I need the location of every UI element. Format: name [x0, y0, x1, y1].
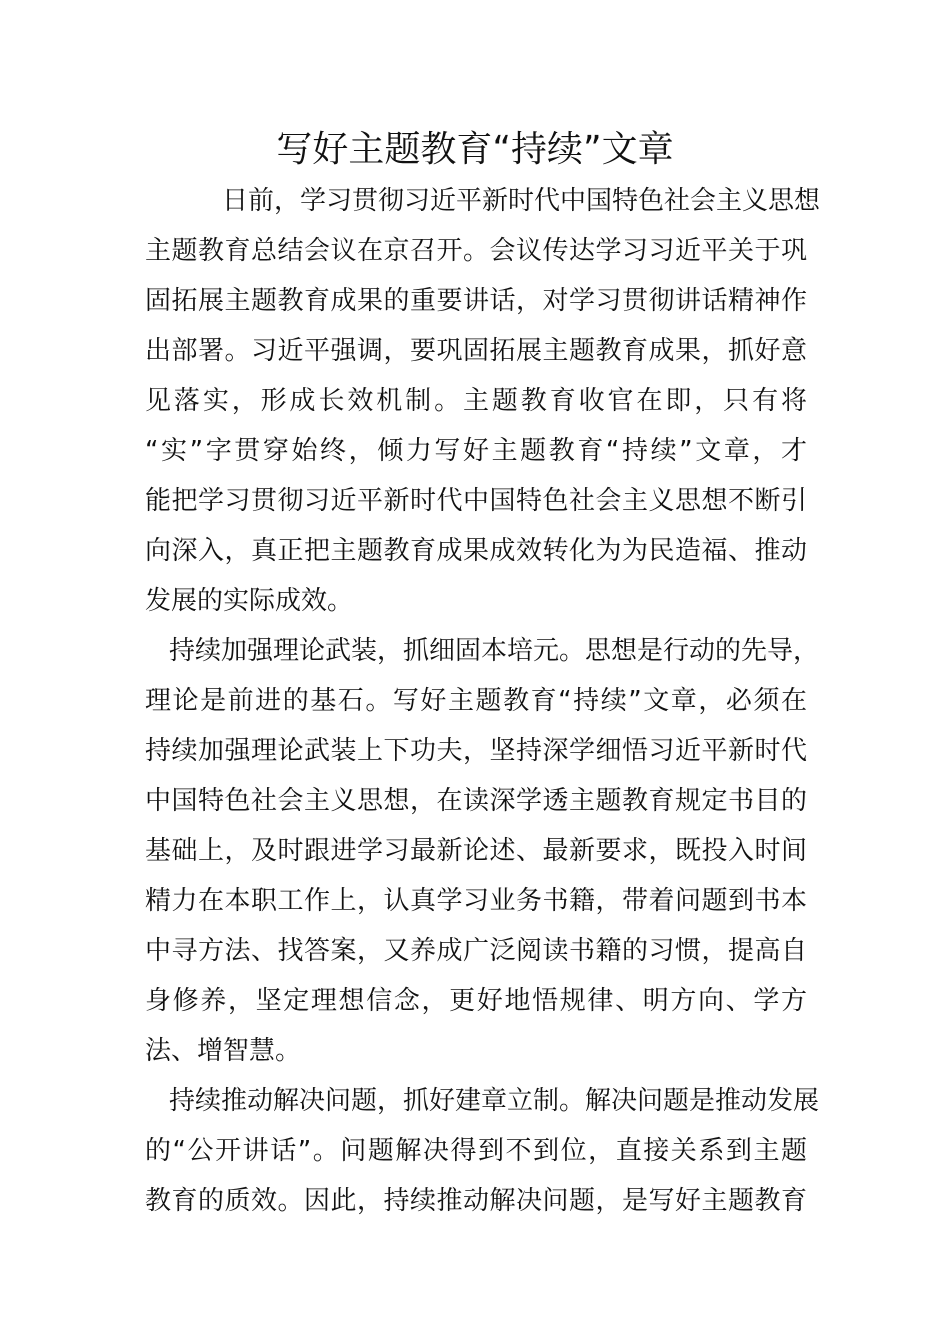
- paragraph-line: 的“公开讲话”。问题解决得到不到位，直接关系到主题: [145, 1136, 807, 1166]
- paragraph-line: 理论是前进的基石。写好主题教育“持续”文章，必须在: [145, 686, 807, 716]
- paragraph-line: 基础上，及时跟进学习最新论述、最新要求，既投入时间: [145, 836, 807, 866]
- paragraph-line: 身修养，坚定理想信念，更好地悟规律、明方向、学方: [145, 986, 807, 1016]
- paragraph-2: [145, 626, 820, 1076]
- paragraph-line: 精力在本职工作上，认真学习业务书籍，带着问题到书本: [145, 886, 807, 916]
- paragraph-line: “实”字贯穿始终，倾力写好主题教育“持续”文章，才: [145, 436, 807, 466]
- paragraph-line: 出部署。习近平强调，要巩固拓展主题教育成果，抓好意: [145, 336, 807, 366]
- paragraph-3: [145, 1076, 820, 1226]
- paragraph-line: 持续加强理论武装上下功夫，坚持深学细悟习近平新时代: [145, 736, 807, 766]
- paragraph-line: 见落实，形成长效机制。主题教育收官在即，只有将: [145, 386, 807, 416]
- paragraph-line: 中寻方法、找答案，又养成广泛阅读书籍的习惯，提高自: [145, 936, 807, 966]
- paragraph-line: 发展的实际成效。: [145, 586, 354, 616]
- paragraph-line: 法、增智慧。: [145, 1036, 302, 1066]
- paragraph-1: [145, 176, 821, 626]
- paragraph-line: 主题教育总结会议在京召开。会议传达学习习近平关于巩: [145, 236, 807, 266]
- paragraph-line: 教育的质效。因此，持续推动解决问题，是写好主题教育: [145, 1186, 807, 1216]
- paragraph-line: 向深入，真正把主题教育成果成效转化为为民造福、推动: [145, 536, 807, 566]
- paragraph-line: 日前，学习贯彻习近平新时代中国特色社会主义思想: [222, 186, 821, 216]
- paragraph-line: 固拓展主题教育成果的重要讲话，对学习贯彻讲话精神作: [145, 286, 807, 316]
- paragraph-line: 中国特色社会主义思想，在读深学透主题教育规定书目的: [145, 786, 807, 816]
- document-body: [145, 176, 821, 1226]
- document-title: 写好主题教育“持续”文章: [276, 129, 674, 170]
- paragraph-line: 能把学习贯彻习近平新时代中国特色社会主义思想不断引: [145, 486, 807, 516]
- paragraph-line: 持续加强理论武装，抓细固本培元。思想是行动的先导，: [169, 636, 820, 666]
- paragraph-line: 持续推动解决问题，抓好建章立制。解决问题是推动发展: [169, 1086, 820, 1116]
